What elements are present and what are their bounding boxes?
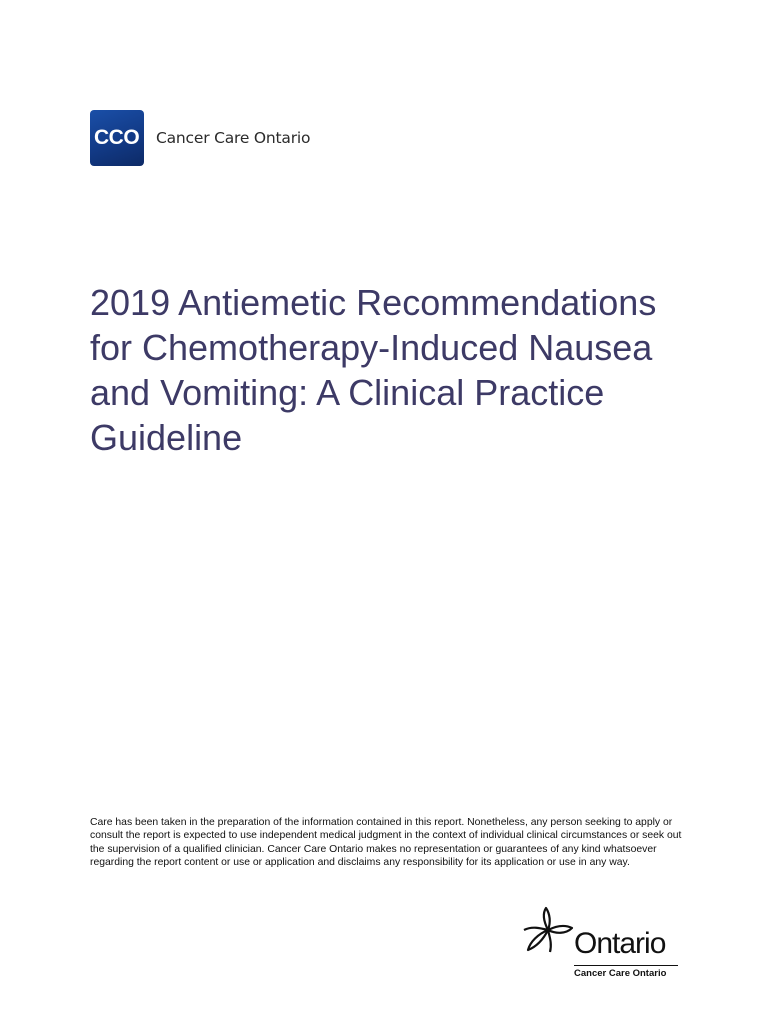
disclaimer-text: Care has been taken in the preparation of the information contained in this report. Nonetheless, any person seeking to apply or consult the report is expected to use independent medical judgment in the context of individual clinical circumstances or seek out the supervision of a qualified clinician. Cancer Care Ontario makes no representation or guarantees of any kind whatsoever regarding the report content or use or application and disclaims any responsibility for its application or use in any way. [90, 817, 682, 869]
ontario-subtitle: Cancer Care Ontario [574, 968, 667, 979]
trillium-icon [520, 904, 576, 960]
cco-badge-icon: CCO [90, 110, 144, 166]
title-line-4: Guideline [90, 417, 243, 458]
cco-logo-name: Cancer Care Ontario [156, 129, 311, 147]
title-line-3: and Vomiting: A Clinical Practice [90, 372, 605, 413]
title-line-2: for Chemotherapy-Induced Nausea [90, 327, 653, 368]
ontario-wordmark: Ontario [574, 927, 666, 960]
ontario-logo [520, 904, 680, 984]
cco-logo [90, 110, 310, 166]
title-line-1: 2019 Antiemetic Recommendations [90, 282, 657, 323]
ontario-divider [574, 965, 678, 966]
document-title [90, 280, 730, 460]
